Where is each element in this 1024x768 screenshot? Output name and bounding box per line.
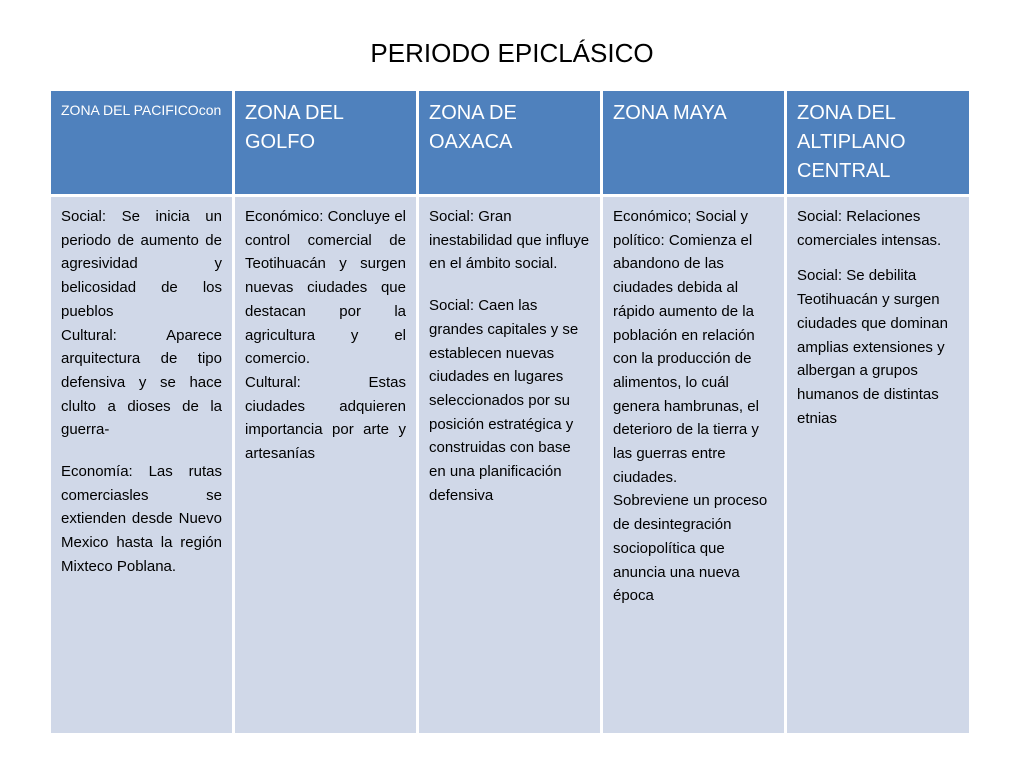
cell-pacifico [51, 197, 232, 733]
header-zona-pacifico: ZONA DEL PACIFICOcon [51, 91, 232, 194]
cell-oaxaca [419, 197, 600, 733]
pacifico-cultural-text: Cultural: Aparece arquitectura de tipo defensiva y se hace clulto a dioses de la guerra- [61, 326, 222, 439]
table-row [51, 197, 969, 733]
oaxaca-social-text-1: Social: Gran inestabilidad que influye en el ámbito social. [429, 208, 590, 273]
golfo-cultural-text: Cultural: Estas ciudades adquieren importancia por arte y artesanías [245, 373, 406, 463]
altiplano-social-text-1: Social: Relaciones comerciales intensas. [797, 208, 942, 249]
header-zona-altiplano: ZONA DEL ALTIPLANO CENTRAL [787, 91, 969, 194]
pacifico-economia-text: Economía: Las rutas comerciasles se extienden desde Nuevo Mexico hasta la región Mixteco Poblana. [61, 463, 222, 575]
pacifico-social-text: Social: Se inicia un periodo de aumento de agresividad y belicosidad de los pueblos [61, 208, 222, 320]
header-zona-golfo: ZONA DEL GOLFO [235, 91, 416, 194]
oaxaca-social-text-2: Social: Caen las grandes capitales y se establecen nuevas ciudades en lugares seleccionados por su posición estratégica y construidas con base en una planificación defensiva [429, 297, 579, 504]
altiplano-social-text-2: Social: Se debilita Teotihuacán y surgen ciudades que dominan amplias extensiones y albergan a grupos humanos de distintas etnias [797, 267, 948, 427]
table-header-row [51, 91, 969, 194]
cell-altiplano [787, 197, 969, 733]
cell-maya [603, 197, 784, 733]
epiclassic-zones-table [48, 88, 972, 736]
maya-text-1: Económico; Social y político: Comienza el abandono de las ciudades debida al rápido aumento de la población en relación con la producción de alimentos, lo cuál genera hambrunas, el deterioro de la tierra y las guerras entre ciudades. [613, 208, 759, 486]
header-zona-maya: ZONA MAYA [603, 91, 784, 194]
golfo-economico-text: Económico: Concluye el control comercial de Teotihuacán y surgen nuevas ciudades que destacan por la agricultura y el comercio. [245, 208, 406, 368]
cell-golfo [235, 197, 416, 733]
maya-text-2: Sobreviene un proceso de desintegración sociopolítica que anuncia una nueva época [613, 492, 768, 605]
page-title: PERIODO EPICLÁSICO [370, 38, 654, 68]
header-zona-oaxaca: ZONA DE OAXACA [419, 91, 600, 194]
